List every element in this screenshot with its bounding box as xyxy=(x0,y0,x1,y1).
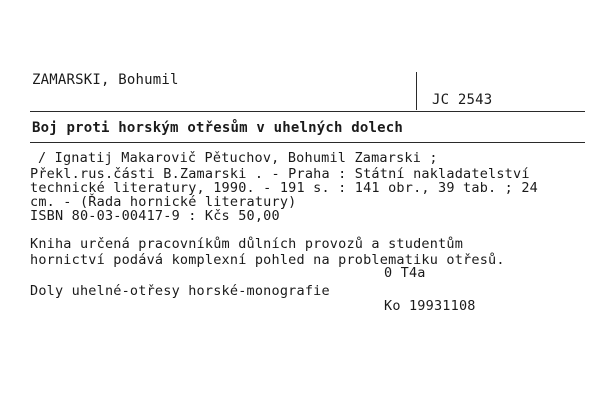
annotation-line: Kniha určená pracovníkům důlních provozů a studentům xyxy=(30,236,464,252)
author-heading: ZAMARSKI, Bohumil xyxy=(32,72,179,88)
classification-code: 0 T4a xyxy=(384,265,426,281)
subject-headings: Doly uhelné-otřesy horské-monografie xyxy=(30,283,330,299)
annotation-line: hornictví podává komplexní pohled na problematiku otřesů. xyxy=(30,252,505,268)
header-vertical-divider xyxy=(416,72,417,110)
description-line: Překl.rus.části B.Zamarski . - Praha : Státní nakladatelství xyxy=(30,166,530,182)
title-bottom-rule xyxy=(30,142,585,143)
description-line: technické literatury, 1990. - 191 s. : 141 obr., 39 tab. ; 24 xyxy=(30,180,538,196)
book-title: Boj proti horským otřesům v uhelných dolech xyxy=(32,120,404,136)
isbn-price-line: ISBN 80-03-00417-9 : Kčs 50,00 xyxy=(30,208,280,224)
description-line: / Ignatij Makarovič Pětuchov, Bohumil Zamarski ; xyxy=(38,150,438,166)
accession-number: Ko 19931108 xyxy=(384,298,476,314)
call-number: JC 2543 xyxy=(432,92,493,108)
description-line: cm. - (Řada hornické literatury) xyxy=(30,194,297,210)
header-bottom-rule xyxy=(30,111,585,112)
